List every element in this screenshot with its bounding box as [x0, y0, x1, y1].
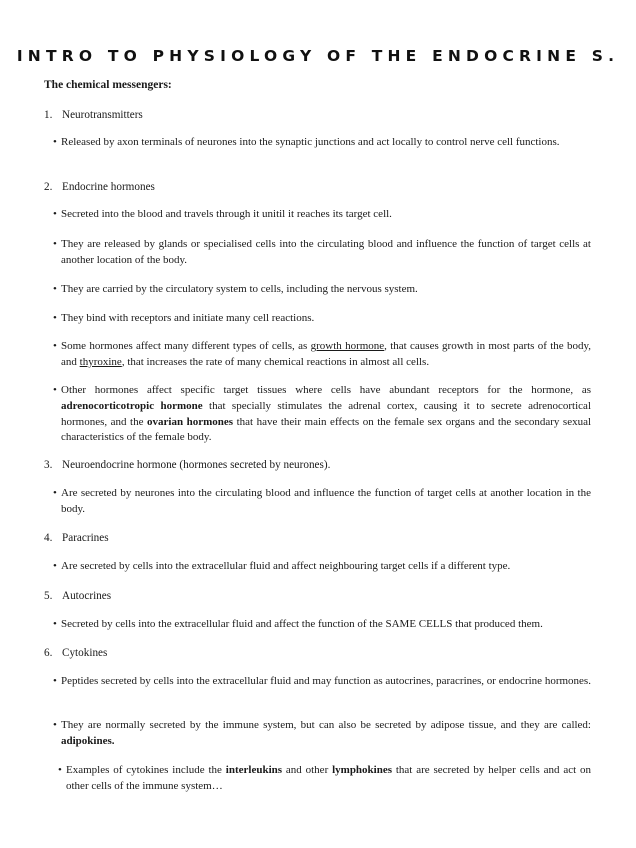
section-label: Endocrine hormones: [62, 181, 155, 193]
list-item: [53, 135, 591, 151]
list-item: [53, 339, 591, 371]
bullet-dot: •: [53, 312, 57, 324]
section-number: 6.: [44, 647, 53, 659]
list-item: [58, 763, 591, 795]
thyroxine-term: thyroxine: [79, 355, 122, 368]
section-heading: [44, 590, 111, 602]
section-number: 2.: [44, 181, 53, 193]
bullet-dot: •: [53, 618, 57, 630]
list-item: [53, 383, 591, 446]
bullet-text: Peptides secreted by cells into the extracellular fluid and may function as autocrines, paracrines, or endocrine hormones.: [61, 675, 591, 687]
text-run: They are normally secreted by the immune system, but can also be secreted by adipose tissue, and they are called:: [61, 719, 591, 731]
text-run: Other hormones affect specific target tissues where cells have abundant receptors for the hormone, as: [61, 384, 591, 396]
list-item: [53, 207, 591, 223]
bullet-text: [61, 339, 591, 371]
section-heading: [44, 532, 109, 544]
bullet-text: [66, 763, 591, 795]
lymphokines-term: lymphokines: [332, 764, 393, 776]
ovarian-hormones-term: ovarian hormones: [147, 415, 234, 428]
text-run: that are secreted by helper cells and act on other cells of the immune system…: [66, 764, 592, 792]
section-label: Paracrines: [62, 532, 109, 544]
page-title: INTRO TO PHYSIOLOGY OF THE ENDOCRINE S.: [16, 47, 620, 65]
list-item: [53, 559, 591, 575]
adipokines-term: adipokines.: [61, 734, 115, 747]
interleukins-term: interleukins: [225, 764, 283, 776]
section-heading: [44, 181, 155, 193]
list-item: [53, 486, 591, 518]
text-run: , that causes growth in most parts of the body, and: [61, 340, 592, 368]
section-number: 5.: [44, 590, 53, 602]
text-run: that have their main effects on the female sex organs and the secondary sexual characteristics of the female body.: [61, 415, 592, 444]
bullet-text: Released by axon terminals of neurones into the synaptic junctions and act locally to control nerve cell functions.: [61, 136, 560, 148]
bullet-text: They are carried by the circulatory system to cells, including the nervous system.: [61, 283, 418, 295]
bullet-text: Secreted into the blood and travels through it unitil it reaches its target cell.: [61, 208, 392, 220]
section-label: Cytokines: [62, 647, 108, 659]
bullet-dot: •: [53, 340, 57, 352]
section-number: 4.: [44, 532, 53, 544]
section-number: 3.: [44, 459, 53, 471]
bullet-dot: •: [53, 283, 57, 295]
section-heading: [44, 647, 107, 659]
bullet-text: [61, 718, 591, 750]
section-heading: [44, 459, 330, 471]
bullet-text: They bind with receptors and initiate many cell reactions.: [61, 312, 315, 324]
section-label: Autocrines: [62, 590, 112, 602]
bullet-dot: •: [53, 560, 57, 572]
list-item: [53, 674, 591, 690]
bullet-dot: •: [53, 719, 57, 731]
text-run: and other: [282, 764, 333, 776]
bullet-dot: •: [53, 238, 57, 250]
section-heading: [44, 109, 143, 121]
bullet-text: They are released by glands or specialised cells into the circulating blood and influence the function of target cells at another location of the body.: [61, 238, 591, 266]
bullet-text: Are secreted by neurones into the circulating blood and influence the function of target cells at another location in the body.: [61, 487, 591, 515]
bullet-dot: •: [53, 487, 57, 499]
bullet-text: Are secreted by cells into the extracellular fluid and affect neighbouring target cells if a different type.: [61, 560, 511, 572]
section-label: Neurotransmitters: [62, 109, 143, 121]
acth-term: adrenocorticotropic hormone: [61, 399, 203, 412]
text-run: Some hormones affect many different types of cells, as: [61, 340, 311, 352]
list-item: [53, 311, 591, 327]
text-run: Examples of cytokines include the: [66, 764, 226, 776]
text-run: that specially stimulates the adrenal cortex, causing it to secrete adrenocortical hormones, and the: [61, 399, 591, 428]
text-run: , that increases the rate of many chemical reactions in almost all cells.: [121, 355, 430, 368]
bullet-dot: •: [53, 675, 57, 687]
list-item: [53, 718, 591, 750]
growth-hormone-term: growth hormone: [310, 340, 385, 352]
bullet-dot: •: [53, 208, 57, 220]
subheading: The chemical messengers:: [44, 79, 172, 91]
list-item: [53, 282, 591, 298]
bullet-text: Secreted by cells into the extracellular fluid and affect the function of the SAME CELLS that produced them.: [61, 618, 543, 630]
section-number: 1.: [44, 109, 53, 121]
bullet-dot: •: [53, 136, 57, 148]
list-item: [53, 237, 591, 269]
section-label: Neuroendocrine hormone (hormones secreted by neurones).: [62, 459, 331, 471]
list-item: [53, 617, 591, 633]
bullet-dot: •: [53, 384, 57, 396]
bullet-dot: •: [58, 764, 62, 776]
bullet-text: [61, 383, 591, 446]
